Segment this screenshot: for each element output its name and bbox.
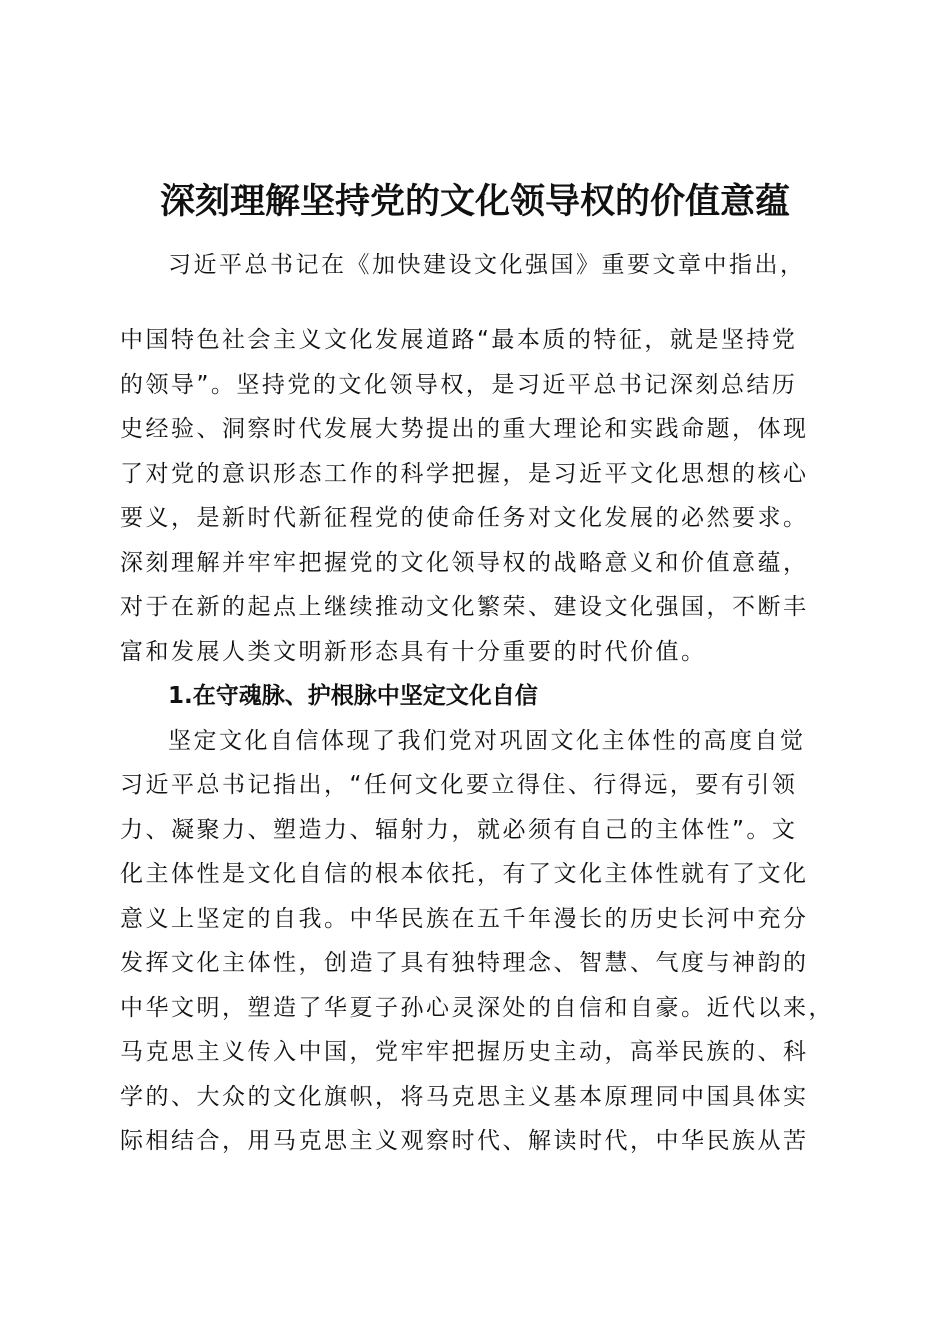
paragraph-line: 了对党的意识形态工作的科学把握，是习近平文化思想的核心 <box>120 461 809 487</box>
paragraph-line: 学的、大众的文化旗帜，将马克思主义基本原理同中国具体实 <box>120 1084 809 1110</box>
paragraph-line: 中华文明，塑造了华夏子孙心灵深处的自信和自豪。近代以来， <box>120 995 834 1021</box>
paragraph-line: 发挥文化主体性，创造了具有独特理念、智慧、气度与神韵的 <box>120 950 809 976</box>
document-title: 深刻理解坚持党的文化领导权的价值意蕴 <box>159 181 790 222</box>
paragraph-line: 意义上坚定的自我。中华民族在五千年漫长的历史长河中充分 <box>120 906 809 932</box>
paragraph-line: 中国特色社会主义文化发展道路“最本质的特征，就是坚持党 <box>120 327 798 353</box>
paragraph-line: 化主体性是文化自信的根本依托，有了文化主体性就有了文化 <box>120 861 809 887</box>
paragraph-line: 史经验、洞察时代发展大势提出的重大理论和实践命题，体现 <box>120 416 809 442</box>
paragraph-line: 的领导”。坚持党的文化领导权，是习近平总书记深刻总结历 <box>120 372 798 398</box>
paragraph-line: 要义，是新时代新征程党的使命任务对文化发展的必然要求。 <box>120 505 809 531</box>
paragraph-line: 际相结合，用马克思主义观察时代、解读时代，中华民族从苦 <box>120 1128 809 1154</box>
paragraph-line: 坚定文化自信体现了我们党对巩固文化主体性的高度自觉 <box>168 728 806 754</box>
section-heading: 1.在守魂脉、护根脉中坚定文化自信 <box>168 683 538 709</box>
paragraph-line: 富和发展人类文明新形态具有十分重要的时代价值。 <box>120 639 707 665</box>
paragraph-line: 习近平总书记在《加快建设文化强国》重要文章中指出， <box>168 252 806 278</box>
paragraph-line: 力、凝聚力、塑造力、辐射力，就必须有自己的主体性”。文 <box>120 817 798 843</box>
paragraph-line: 习近平总书记指出，“任何文化要立得住、行得远，要有引领 <box>120 772 798 798</box>
paragraph-line: 对于在新的起点上继续推动文化繁荣、建设文化强国，不断丰 <box>120 594 809 620</box>
paragraph-line: 深刻理解并牢牢把握党的文化领导权的战略意义和价值意蕴， <box>120 550 809 576</box>
paragraph-line: 马克思主义传入中国，党牢牢把握历史主动，高举民族的、科 <box>120 1039 809 1065</box>
